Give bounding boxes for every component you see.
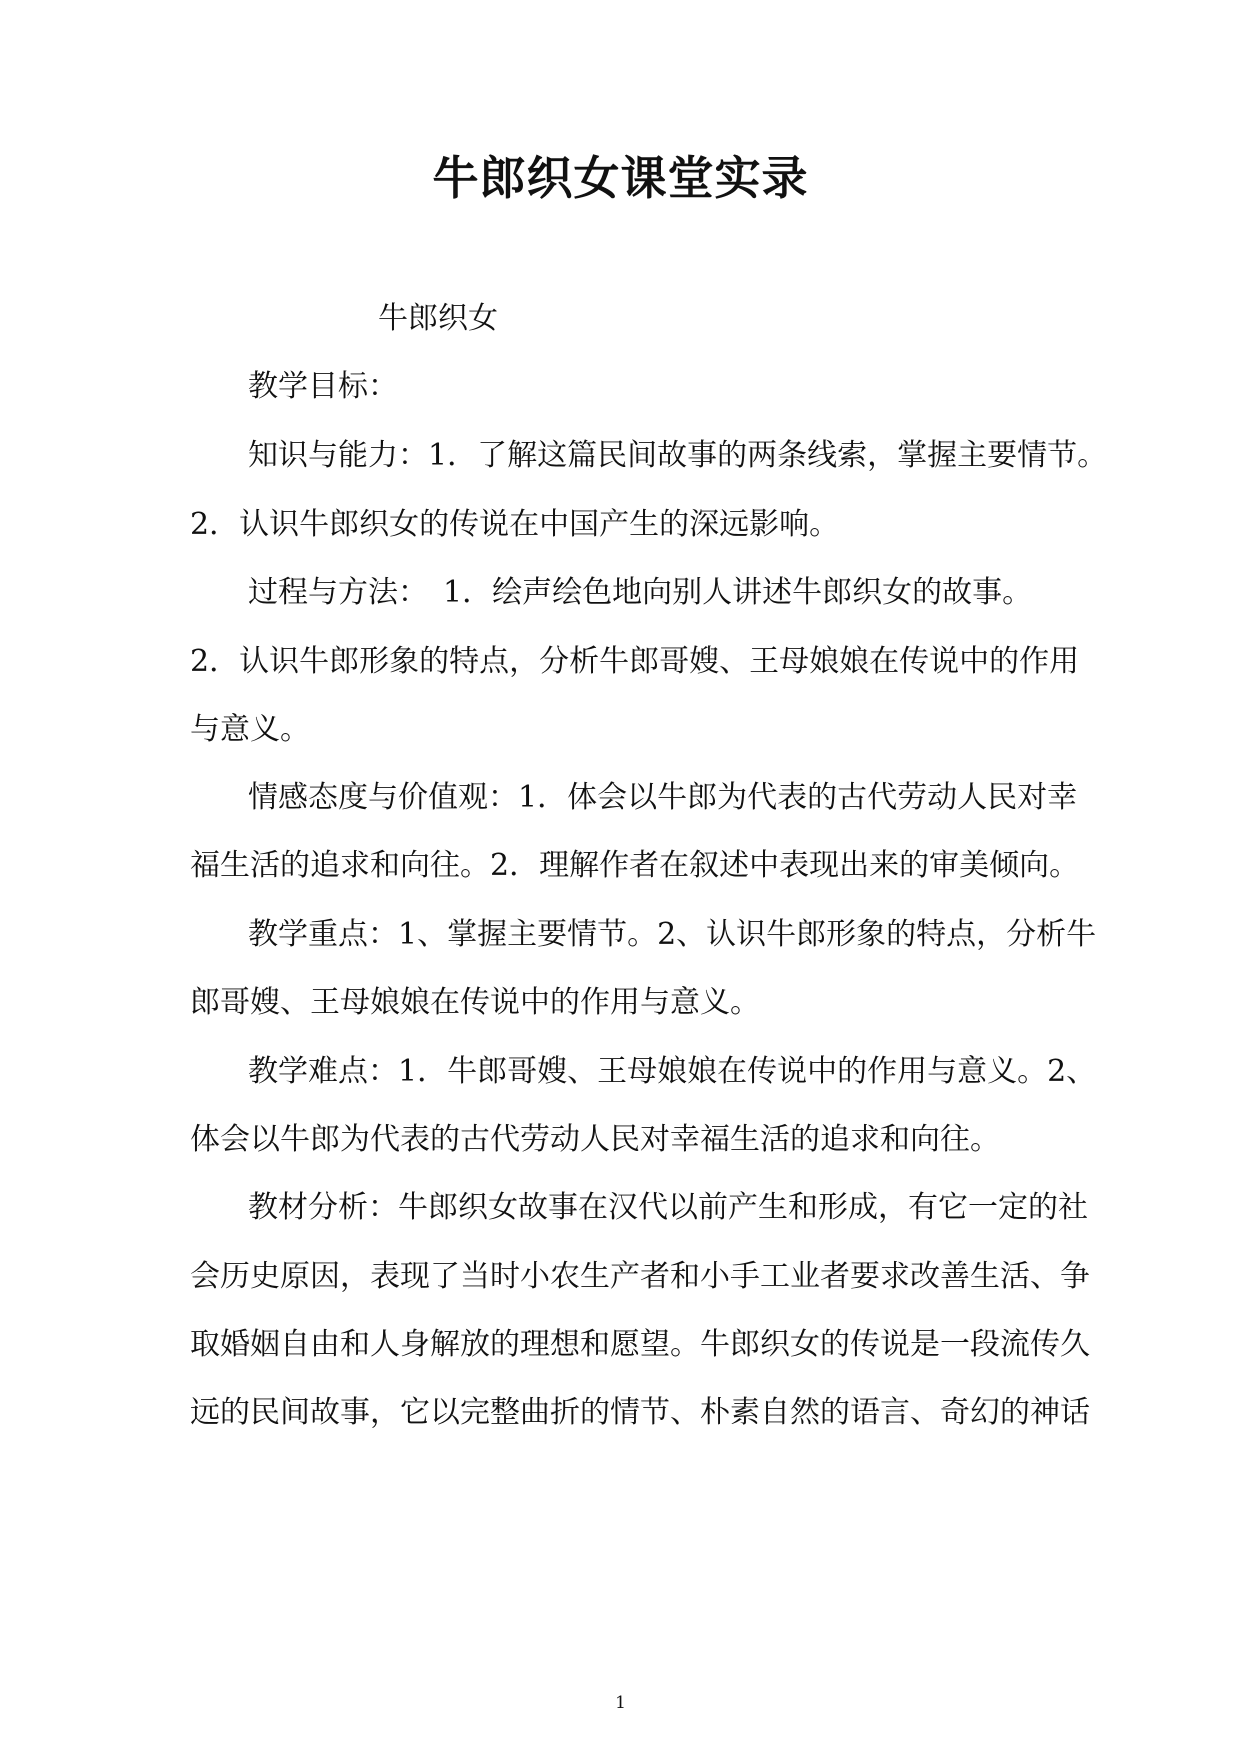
paragraph-line: 知识与能力：1．了解这篇民间故事的两条线索，掌握主要情节。 — [248, 438, 1108, 473]
document-subtitle: 牛郎织女 — [378, 301, 498, 336]
paragraph-line: 2．认识牛郎织女的传说在中国产生的深远影响。 — [190, 507, 840, 542]
page-number: 1 — [615, 1693, 626, 1713]
paragraph-line: 教材分析：牛郎织女故事在汉代以前产生和形成，有它一定的社 — [248, 1190, 1088, 1225]
paragraph-line: 郎哥嫂、王母娘娘在传说中的作用与意义。 — [190, 985, 760, 1020]
paragraph-line: 情感态度与价值观：1．体会以牛郎为代表的古代劳动人民对幸 — [248, 780, 1078, 815]
paragraph-line: 2．认识牛郎形象的特点，分析牛郎哥嫂、王母娘娘在传说中的作用 — [190, 644, 1080, 679]
paragraph-line: 教学难点：1．牛郎哥嫂、王母娘娘在传说中的作用与意义。2、 — [248, 1054, 1097, 1089]
paragraph-line: 取婚姻自由和人身解放的理想和愿望。牛郎织女的传说是一段流传久 — [190, 1327, 1090, 1362]
paragraph-line: 福生活的追求和向往。2．理解作者在叙述中表现出来的审美倾向。 — [190, 848, 1080, 883]
paragraph-line: 远的民间故事，它以完整曲折的情节、朴素自然的语言、奇幻的神话 — [190, 1395, 1090, 1430]
paragraph-line: 与意义。 — [190, 712, 310, 747]
paragraph-line: 过程与方法： 1．绘声绘色地向别人讲述牛郎织女的故事。 — [248, 575, 1033, 610]
paragraph-line: 教学重点：1、掌握主要情节。2、认识牛郎形象的特点，分析牛 — [248, 917, 1097, 952]
paragraph-line: 教学目标： — [248, 369, 398, 404]
document-title: 牛郎织女课堂实录 — [432, 151, 809, 205]
paragraph-line: 会历史原因，表现了当时小农生产者和小手工业者要求改善生活、争 — [190, 1259, 1090, 1294]
paragraph-line: 体会以牛郎为代表的古代劳动人民对幸福生活的追求和向往。 — [190, 1122, 1000, 1157]
